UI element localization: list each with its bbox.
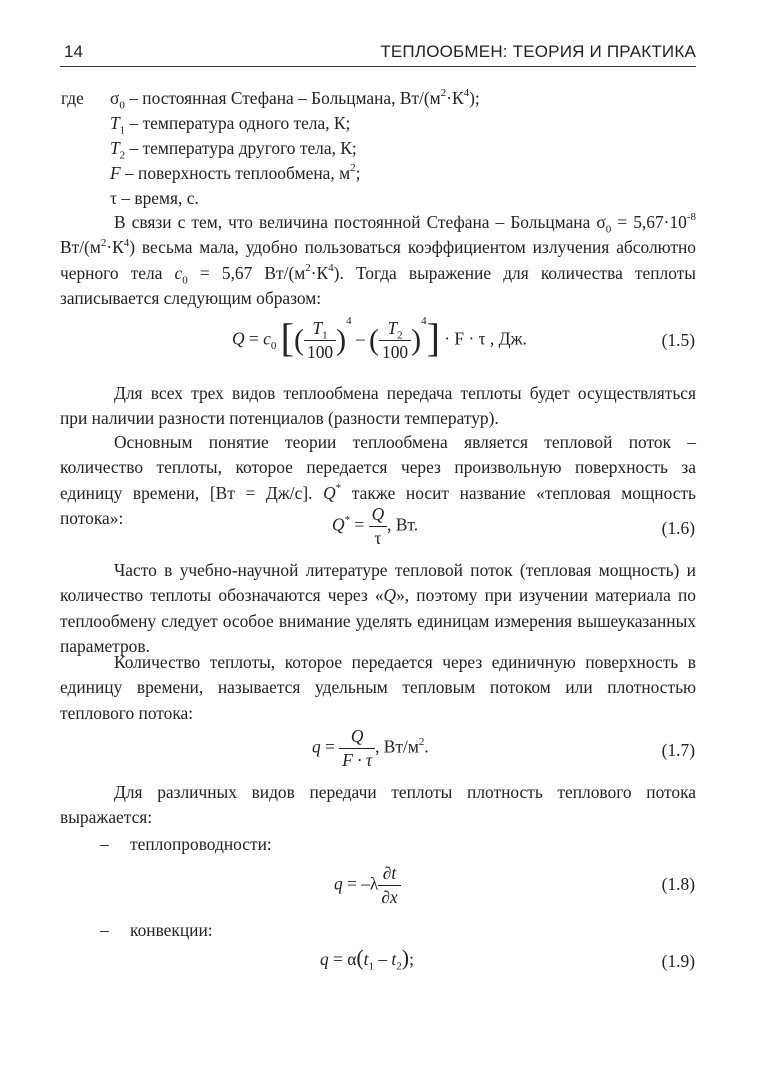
running-title: ТЕПЛООБМЕН: ТЕОРИЯ И ПРАКТИКА [380,42,696,61]
equation-number-1-8: (1.8) [661,874,695,894]
equation-1-8: q = –λ $\frac{\partial t}{\partial x}$ [334,863,401,908]
equation-1-7: q = $\frac{Q}{F \cdot \tau}$ , $Вт/м^2$. [312,726,429,770]
paragraph-heat-transfer-modes: Для всех трех видов теплообмена передача теплоты будет осуществляться при наличии разности потенциалов (разности температур). [60,383,696,429]
paragraph-heat-flux-density: Количество теплоты, которое передается через единичную поверхность в единицу времени, называется удельным тепловым потоком или плотностью теплового потока: [60,652,696,723]
definition-sigma: $\sigma_0$ – постоянная Стефана – Больцмана, $Вт/(м^2\cdot К^4)$; [110,87,480,112]
equation-1-5: $Q = c_0$ [( $\frac{T_1}{100}$ )$^4$ – ( $\frac{T_2}{100}$ )$^4$] · F · τ , Дж. [232,314,527,362]
equation-1-6: Q* = $\frac{Q}{\tau}$ , Вт. [332,504,419,548]
definition-tau: τ – время, с. [110,188,199,208]
paragraph-heat-flow: Основным понятие теории теплообмена является тепловой поток – количество теплоты, которое передается через произвольную поверхность за единицу времени, [Вт = Дж/с]. Q* также носит название «тепловая мощность потока»: [60,432,696,528]
paragraph-notation: Часто в учебно-научной литературе тепловой поток (тепловая мощность) и количество теплоты обозначаются через «Q», поэтому при изучении материала по теплообмену следует особое внимание уделять единицам измерения вышеуказанных параметров. [60,560,696,656]
page-number: 14 [64,42,83,61]
page-header [60,40,696,67]
definition-f: F – поверхность теплообмена, $м^2$; [110,162,361,183]
definition-t1: $T_1$ – температура одного тела, К; [110,113,351,137]
equation-1-9: $q = \alpha(t_1 - t_2)$; [320,945,414,973]
paragraph-flux-expressions: Для различных видов передачи теплоты плотность теплового потока выражается: [60,782,696,828]
where-label: где [61,88,84,108]
equation-number-1-5: (1.5) [661,330,695,350]
equation-number-1-6: (1.6) [661,518,695,538]
paragraph-stefan-boltzmann: В связи с тем, что величина постоянной Стефана – Больцмана $\sigma_0 = 5,67\cdot 10^{-8}$ $Вт/(м^2\cdot К^4)$ весьма мала, удобно пользоваться коэффициентом излучения абсолютно черного тела $c_0 = 5,67$ $Вт/(м^2\cdot К^4)$. Тогда выражение для количества теплоты записывается следующим образом: [60,211,697,308]
document-page: 14 ТЕПЛООБМЕН: ТЕОРИЯ И ПРАКТИКА где $\sigma_0$ – постоянная Стефана – Больцмана, $Вт/(м^2\cdot К^4)$; $T_1$ – температура одного тела, К; $T_2$ – температура другого тела, К; F – поверхность теплообмена, $м^2$; τ – время, с. В связи с тем, что величина постоянной Стефана – Больцмана $\sigma_0 = 5,67\cdot 10^{-8}$ $Вт/(м^2\cdot К^4)$ весьма мала, удобно пользоваться коэффициентом излучения абсолютно черного тела $c_0 = 5,67$ $Вт/(м^2\cdot К^4)$. Тогда выражение для количества теплоты записывается следующим образом: $Q = c_0$ [( $\frac{T_1}{100}$ )$^4$ – ( $\frac{T_2}{100}$ )$^4$] · F · τ , Дж. (1.5) Для всех трех видов теплообмена передача теплоты будет осуществляться при наличии разности потенциалов (разности температур). Основным понятие теории теплообмена является тепловой поток – количество теплоты, которое передается через произвольную поверхность за единицу времени, [Вт = Дж/с]. Q* также носит название «тепловая мощность потока»: Q* = $\frac{Q}{\tau}$ , Вт. (1.6) Часто в учебно-научной литературе тепловой поток (тепловая мощность) и количество теплоты обозначаются через «Q», поэтому при изучении материала по теплообмену следует особое внимание уделять единицам измерения вышеуказанных параметров. Количество теплоты, которое передается через единичную поверхность в единицу времени, называется удельным тепловым потоком или плотностью теплового потока: q = $\frac{Q}{F \cdot \tau}$ , $Вт/м^2$. (1.7) Для различных видов передачи теплоты плотность теплового потока выражается: – теплопроводности: q = –λ $\frac{\partial t}{\partial x}$ (1.8) – конвекции: $q = \alpha(t_1 - t_2)$; (1.9) [60,42,697,973]
definition-t2: $T_2$ – температура другого тела, К; [110,138,357,162]
equation-number-1-9: (1.9) [661,951,695,971]
equation-number-1-7: (1.7) [661,740,695,760]
